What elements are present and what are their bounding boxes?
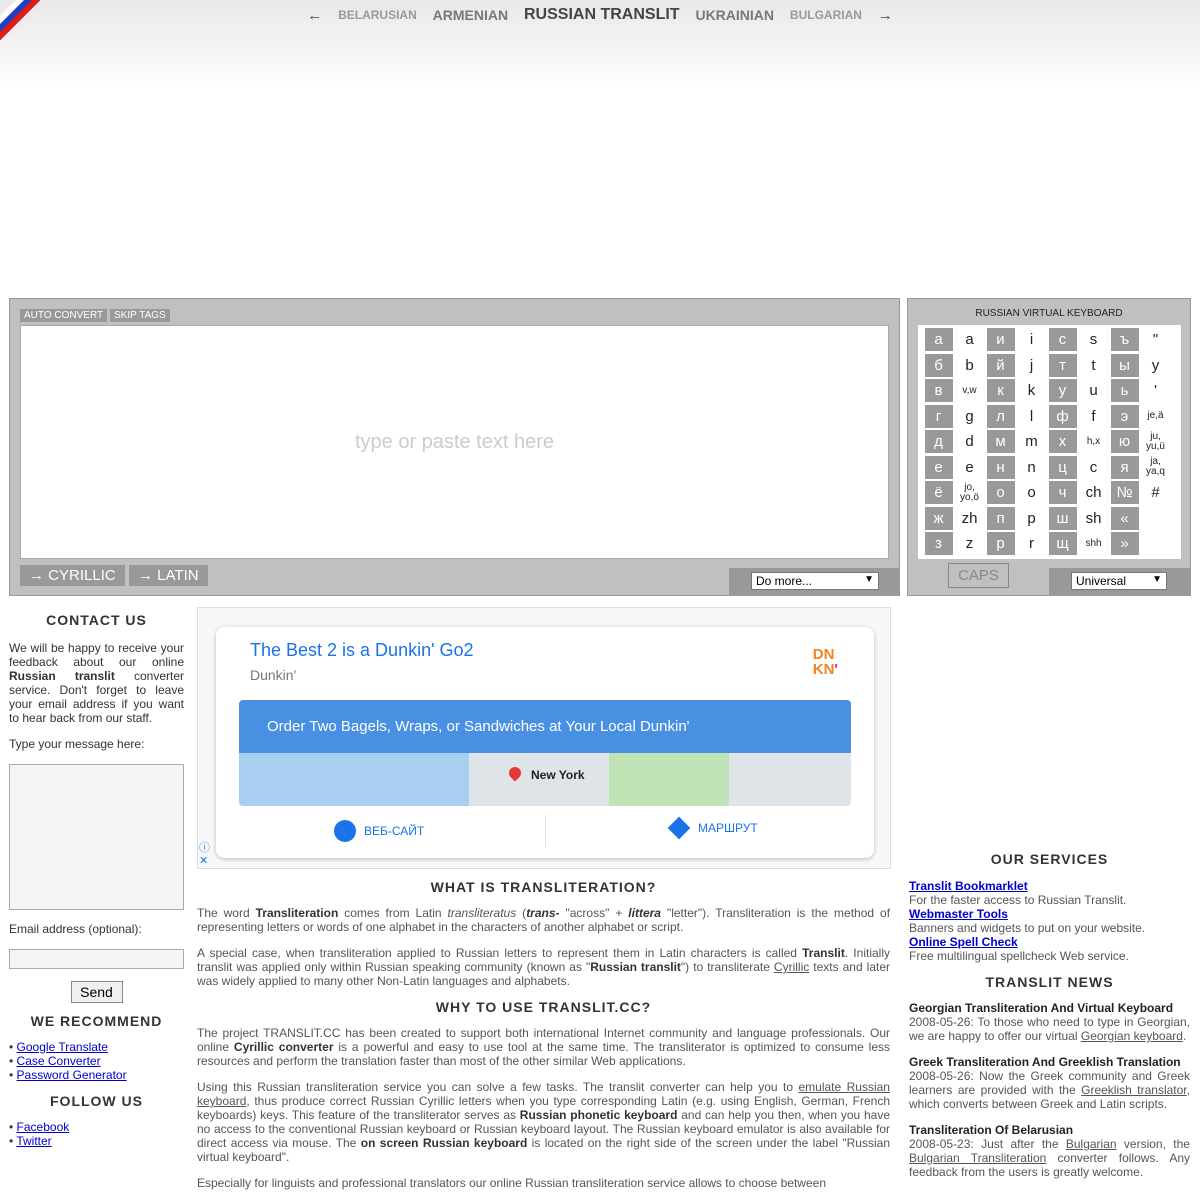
latin-key-label: a — [965, 331, 974, 349]
latin-key-label: y — [1151, 356, 1160, 374]
text-input[interactable] — [20, 325, 889, 559]
cyrillic-key[interactable]: в — [923, 378, 954, 404]
text-input-placeholder: type or paste text here — [354, 430, 554, 453]
do-more-select[interactable] — [751, 572, 879, 590]
cyrillic-key[interactable]: ш — [1047, 506, 1078, 532]
cyrillic-key[interactable]: и — [985, 327, 1016, 353]
cyrillic-key[interactable]: р — [985, 531, 1016, 557]
latin-key-label: zh — [961, 509, 978, 527]
cyrillic-key[interactable]: д — [923, 429, 954, 455]
auto-convert-button[interactable]: AUTO CONVERT — [20, 309, 107, 322]
language-nav — [0, 6, 1200, 24]
cyrillic-key[interactable]: ъ — [1109, 327, 1140, 353]
link-bulgarian[interactable]: Bulgarian — [1065, 1137, 1117, 1151]
latin-key-label: p — [1027, 509, 1036, 527]
news-text: 2008-05-26: To those who need to type in Georgian, we are happy to offer our virtual Georgian keyboard. — [909, 1015, 1190, 1043]
list-item: • Case Converter — [9, 1054, 101, 1068]
cyrillic-key[interactable]: б — [923, 353, 954, 379]
do-more-panel — [729, 568, 899, 596]
globe-icon — [334, 820, 356, 842]
next-arrow-icon[interactable]: → — [877, 6, 893, 24]
link-translit-bookmarklet[interactable]: Translit Bookmarklet — [909, 879, 1028, 893]
latin-key-label: l — [1029, 407, 1034, 425]
ad-title[interactable]: The Best 2 is a Dunkin' Go2 — [250, 640, 474, 660]
link-online-spell-check[interactable]: Online Spell Check — [909, 935, 1018, 949]
cyrillic-key[interactable]: й — [985, 353, 1016, 379]
latin-key-label: ja, ya,q — [1146, 456, 1165, 478]
latin-key-label: ch — [1085, 484, 1102, 502]
service-item: Webmaster Tools Banners and widgets to put on your website. — [909, 907, 1146, 935]
latin-key-label: sh — [1085, 509, 1102, 527]
virtual-keyboard — [907, 298, 1191, 596]
chevron-down-icon: ▼ — [864, 574, 874, 585]
keyboard-grid — [918, 325, 1181, 559]
dunkin-logo: DN KN' — [812, 646, 838, 678]
article-paragraph: Especially for linguists and professional translators our online Russian transliteration service allows to choose between — [197, 1176, 826, 1190]
latin-key-label: s — [1089, 331, 1098, 349]
news-title-georgian: Georgian Transliteration And Virtual Keyboard — [909, 1001, 1174, 1015]
service-item: Translit Bookmarklet For the faster access to Russian Translit. — [909, 879, 1127, 907]
link-georgian-keyboard[interactable]: Georgian keyboard — [1080, 1029, 1183, 1043]
recommend-title: WE RECOMMEND — [30, 1013, 163, 1029]
header — [0, 0, 1200, 300]
article-heading-1: WHAT IS TRANSLITERATION? — [430, 879, 657, 895]
latin-key-label: u — [1089, 382, 1098, 400]
route-button[interactable]: МАРШРУТ — [668, 820, 758, 836]
article-paragraph: A special case, when transliteration applied to Russian letters to represent them in Latin characters is called Translit. Initially translit was applied only within Russian speaking community (known as "Russian translit") to transliterate Cyrillic texts and later was widely applied to many other Non-Latin languages and alphabets. — [197, 946, 890, 988]
latin-key-label: r — [1029, 535, 1034, 553]
map-city-label: New York — [531, 768, 585, 782]
send-button[interactable]: Send — [71, 981, 123, 1003]
message-label: Type your message here: — [9, 737, 145, 751]
cyrillic-key[interactable]: « — [1109, 506, 1140, 532]
nav-russian-translit[interactable]: RUSSIAN TRANSLIT — [524, 6, 680, 24]
to-latin-button[interactable]: → LATIN — [129, 565, 208, 586]
cyrillic-key[interactable]: л — [985, 404, 1016, 430]
cyrillic-key[interactable]: ж — [923, 506, 954, 532]
right-column — [909, 852, 1190, 1191]
ad-banner[interactable] — [197, 607, 891, 869]
latin-key-label: o — [1027, 484, 1036, 502]
latin-key-label: e — [965, 458, 974, 476]
ad-card[interactable] — [216, 627, 874, 858]
cyrillic-key[interactable]: м — [985, 429, 1016, 455]
latin-key-label: g — [965, 407, 974, 425]
nav-armenian[interactable]: ARMENIAN — [432, 7, 509, 24]
latin-key-label: k — [1027, 382, 1036, 400]
list-item: • Twitter — [9, 1134, 52, 1148]
cyrillic-key[interactable]: № — [1109, 480, 1140, 506]
list-item: • Facebook — [9, 1120, 70, 1134]
link-password-generator[interactable]: Password Generator — [16, 1068, 127, 1082]
latin-key-label: shh — [1085, 537, 1102, 549]
cyrillic-key[interactable]: е — [923, 455, 954, 481]
cyrillic-key[interactable]: т — [1047, 353, 1078, 379]
skip-tags-button[interactable]: SKIP TAGS — [110, 309, 170, 322]
layout-panel — [1049, 568, 1191, 596]
contact-title: CONTACT US — [46, 612, 147, 628]
cyrillic-key[interactable]: ц — [1047, 455, 1078, 481]
latin-key-label: d — [965, 433, 974, 451]
latin-key-label: # — [1151, 484, 1160, 502]
link-emulate-keyboard[interactable]: emulate Russian keyboard — [197, 1080, 890, 1108]
latin-key-label — [1140, 506, 1171, 532]
news-title: TRANSLIT NEWS — [985, 974, 1114, 990]
layout-value: Universal — [1076, 574, 1127, 588]
website-button[interactable]: ВЕБ-САЙТ — [334, 820, 424, 842]
list-item: • Password Generator — [9, 1068, 127, 1082]
follow-list — [9, 1120, 184, 1148]
link-case-converter[interactable]: Case Converter — [16, 1054, 101, 1068]
news-title-belarusian: Transliteration Of Belarusian — [909, 1123, 1074, 1137]
cyrillic-key[interactable]: х — [1047, 429, 1078, 455]
cyrillic-key[interactable]: ю — [1109, 429, 1140, 455]
latin-key-label: i — [1029, 331, 1034, 349]
map-pin-icon — [507, 765, 524, 782]
link-twitter[interactable]: Twitter — [16, 1134, 52, 1148]
cyrillic-key[interactable]: ё — [923, 480, 954, 506]
to-cyrillic-button[interactable]: → CYRILLIC — [20, 565, 125, 586]
service-item: Online Spell Check Free multilingual spellcheck Web service. — [909, 935, 1129, 963]
do-more-value: Do more... — [756, 574, 813, 588]
news-text: 2008-05-26: Now the Greek community and Greek learners are provided with the Greeklish translator, which converts between Greek and Latin scripts. — [909, 1069, 1190, 1111]
prev-arrow-icon[interactable]: ← — [307, 6, 323, 24]
translit-editor — [9, 298, 900, 596]
chevron-down-icon: ▼ — [1152, 574, 1162, 585]
email-label: Email address (optional): — [9, 922, 142, 936]
cyrillic-key[interactable]: щ — [1047, 531, 1078, 557]
left-column — [9, 612, 184, 1148]
cyrillic-key[interactable]: з — [923, 531, 954, 557]
link-facebook[interactable]: Facebook — [16, 1120, 70, 1134]
cyrillic-key[interactable]: к — [985, 378, 1016, 404]
services-title: OUR SERVICES — [990, 851, 1109, 867]
link-bulgarian-transliteration[interactable]: Bulgarian Transliteration — [909, 1151, 1047, 1165]
latin-key-label: b — [965, 356, 974, 374]
ad-brand: Dunkin' — [250, 667, 297, 683]
article — [197, 880, 890, 1202]
latin-key-label: c — [1089, 458, 1098, 476]
latin-key-label: h,x — [1086, 435, 1101, 447]
caps-button[interactable]: CAPS — [948, 563, 1009, 588]
nav-belarusian[interactable]: BELARUSIAN — [338, 8, 417, 23]
recommend-list — [9, 1040, 184, 1082]
article-paragraph: The word Transliteration comes from Latin transliteratus (trans- "across" + littera "letter"). Transliteration is the method of representing letters or words of one alphabet in the characters of another alphabet or script. — [197, 906, 891, 934]
nav-ukrainian[interactable]: UKRAINIAN — [695, 7, 775, 24]
latin-key-label: jo, yo,ö — [960, 481, 979, 503]
cyrillic-key[interactable]: с — [1047, 327, 1078, 353]
latin-key-label: je,ä — [1147, 410, 1164, 422]
divider — [545, 815, 546, 847]
latin-key-label: " — [1152, 331, 1159, 349]
cyrillic-key[interactable]: ч — [1047, 480, 1078, 506]
article-paragraph: The project TRANSLIT.CC has been created to support both international Internet community and language professionals. Our online Cyrillic converter is a powerful and easy to use tool at the same time. The transliterator is optimized to consume less resources and perform the translation faster than most of the other similar Web applications. — [197, 1026, 891, 1068]
ad-banner-text[interactable]: Order Two Bagels, Wraps, or Sandwiches at Your Local Dunkin' — [239, 700, 851, 753]
nav-bulgarian[interactable]: BULGARIAN — [789, 8, 862, 23]
latin-key-label: m — [1025, 433, 1038, 451]
link-google-translate[interactable]: Google Translate — [16, 1040, 108, 1054]
cyrillic-key[interactable]: » — [1109, 531, 1140, 557]
cyrillic-key[interactable]: о — [985, 480, 1016, 506]
cyrillic-key[interactable]: ь — [1109, 378, 1140, 404]
latin-key-label: ' — [1154, 382, 1157, 400]
latin-key-label: n — [1027, 458, 1036, 476]
follow-title: FOLLOW US — [50, 1093, 143, 1109]
latin-key-label: z — [965, 535, 974, 553]
cyrillic-key[interactable]: г — [923, 404, 954, 430]
latin-key-label — [1140, 531, 1171, 557]
cyrillic-key[interactable]: э — [1109, 404, 1140, 430]
map-water — [239, 753, 469, 806]
list-item: • Google Translate — [9, 1040, 108, 1054]
ad-info-icon[interactable]: ⓘ — [199, 842, 210, 854]
link-webmaster-tools[interactable]: Webmaster Tools — [909, 907, 1008, 921]
latin-key-label: j — [1029, 356, 1034, 374]
news-title-greek: Greek Transliteration And Greeklish Translation — [909, 1055, 1181, 1069]
contact-text: We will be happy to receive your feedback about our online Russian translit converter service. Don't forget to leave your email address if you want to hear back from our staff. — [9, 641, 184, 725]
link-cyrillic[interactable]: Cyrillic — [773, 960, 810, 974]
email-field[interactable] — [9, 949, 184, 969]
latin-key-label: f — [1091, 407, 1096, 425]
cyrillic-key[interactable]: я — [1109, 455, 1140, 481]
ad-map[interactable] — [239, 753, 851, 806]
message-textarea[interactable] — [9, 764, 184, 910]
cyrillic-key[interactable]: ф — [1047, 404, 1078, 430]
latin-key-label: t — [1091, 356, 1096, 374]
keyboard-title: RUSSIAN VIRTUAL KEYBOARD — [975, 308, 1123, 319]
latin-key-label: ju, yu,ü — [1146, 430, 1165, 452]
cyrillic-key[interactable]: ы — [1109, 353, 1140, 379]
cyrillic-key[interactable]: а — [923, 327, 954, 353]
news-text: 2008-05-23: Just after the Bulgarian version, the Bulgarian Transliteration converter follows. Any feedback from the users is greatly welcome. — [909, 1137, 1190, 1179]
cyrillic-key[interactable]: у — [1047, 378, 1078, 404]
latin-key-label: v,w — [962, 384, 977, 396]
cyrillic-key[interactable]: н — [985, 455, 1016, 481]
article-heading-2: WHY TO USE TRANSLIT.CC? — [435, 999, 652, 1015]
map-park — [609, 753, 729, 806]
link-greeklish-translator[interactable]: Greeklish translator — [1081, 1083, 1187, 1097]
article-paragraph: Using this Russian transliteration service you can solve a few tasks. The translit converter can help you to emulate Russian keyboard, thus produce correct Russian Cyrillic letters when you type corresponding Latin (e.g. using English, German, French keyboards) keys. This feature of the transliterator serves as Russian phonetic keyboard and can help you then, when you have no access to the conventional Russian keyboard or Russian keyboard layout. The Russian keyboard emulator is also available for direct access via mouse. The on screen Russian keyboard is located on the right side of the screen under the label "Russian virtual keyboard". — [197, 1080, 890, 1164]
layout-select[interactable] — [1071, 572, 1167, 590]
cyrillic-key[interactable]: п — [985, 506, 1016, 532]
directions-icon — [668, 817, 691, 840]
close-icon[interactable]: ✕ — [199, 855, 209, 867]
